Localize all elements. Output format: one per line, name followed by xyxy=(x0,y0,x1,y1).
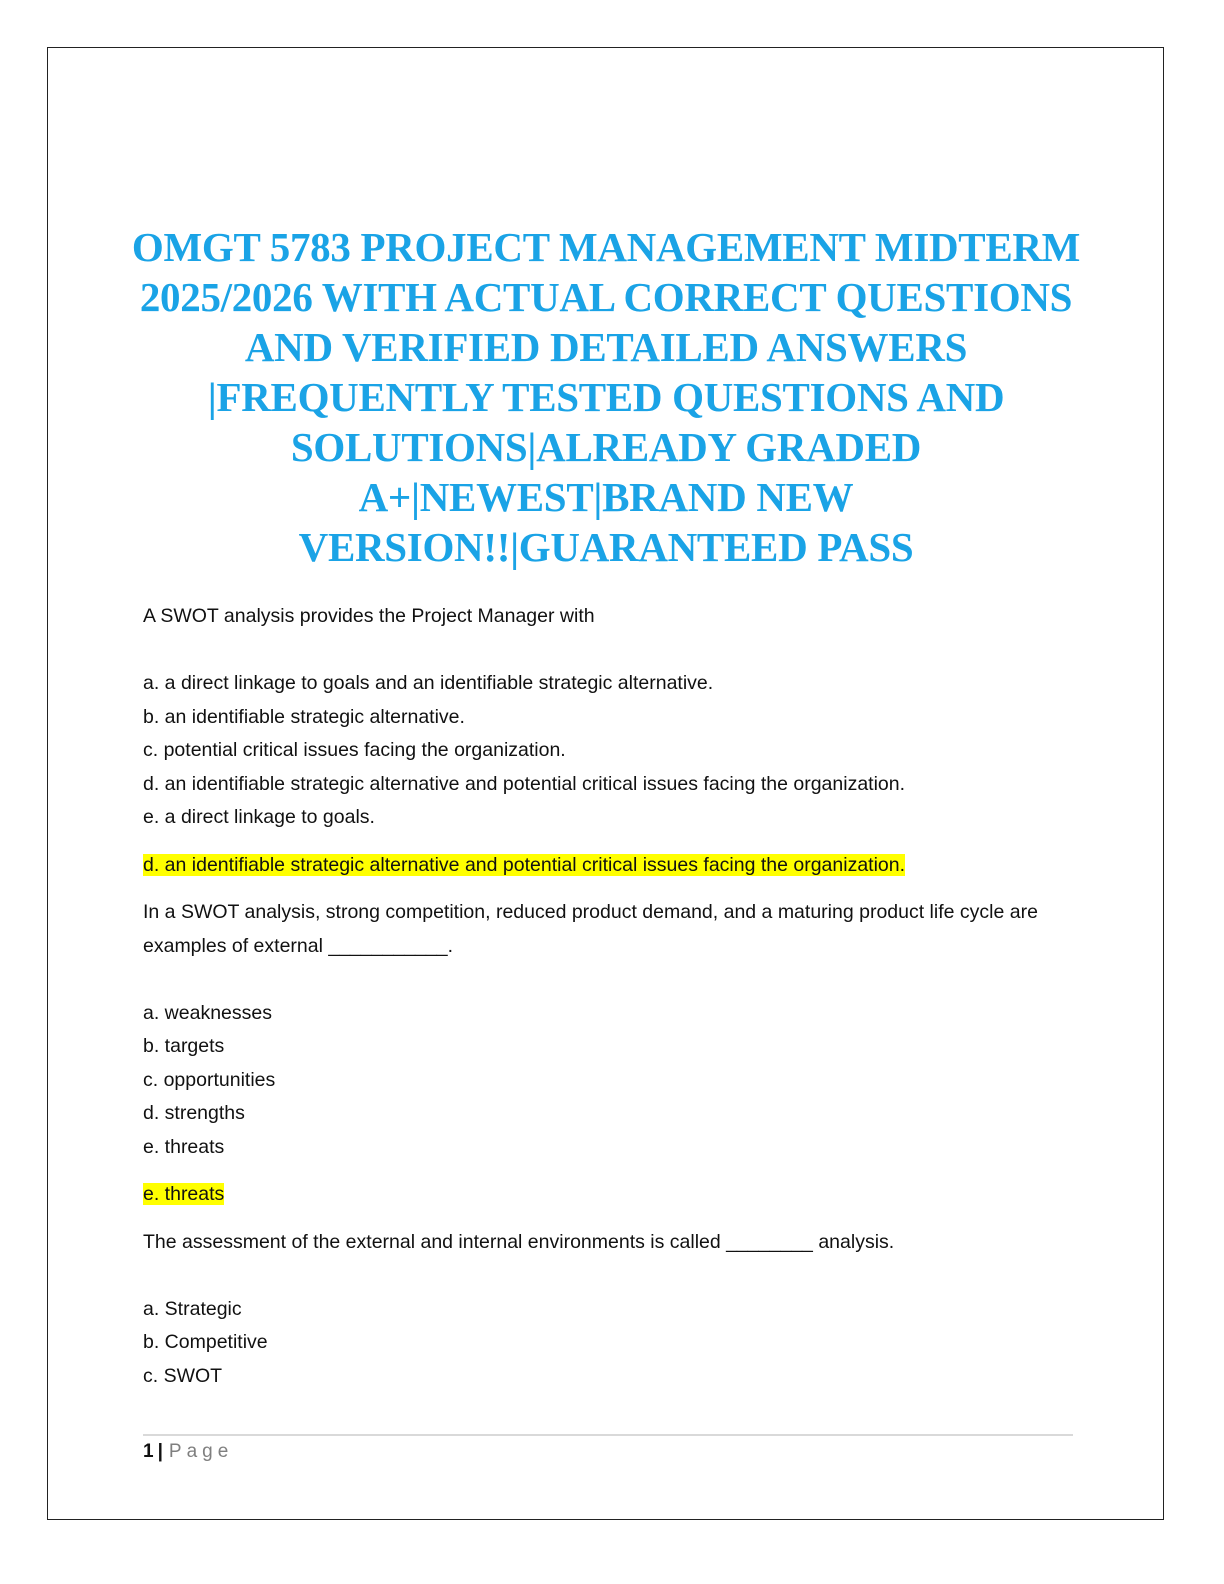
footer-divider xyxy=(143,1434,1073,1436)
answer-option: a. Strategic xyxy=(143,1297,242,1320)
answer-option: d. an identifiable strategic alternative and potential critical issues facing the organization. xyxy=(143,772,906,795)
answer-option: e. threats xyxy=(143,1135,225,1158)
footer-separator: | xyxy=(157,1441,163,1462)
answer-option: b. Competitive xyxy=(143,1331,268,1353)
page-label: Page xyxy=(168,1441,234,1462)
answer-option: b. targets xyxy=(143,1035,225,1057)
question-text: A SWOT analysis provides the Project Manager with xyxy=(143,605,595,627)
question-block xyxy=(143,600,1083,882)
document-body xyxy=(143,600,1083,1393)
highlighted-answer xyxy=(143,1178,1083,1212)
question-text: In a SWOT analysis, strong competition, reduced product demand, and a maturing product life cycle are examples of external ___________. xyxy=(143,901,1038,957)
highlighted-answer xyxy=(143,849,1083,883)
question-block xyxy=(143,1226,1083,1394)
answer-option: a. a direct linkage to goals and an identifiable strategic alternative. xyxy=(143,672,714,694)
question-block xyxy=(143,896,1083,1212)
document-title: OMGT 5783 PROJECT MANAGEMENT MIDTERM 2025/2026 WITH ACTUAL CORRECT QUESTIONS AND VERIFIED DETAILED ANSWERS |FREQUENTLY TESTED QUESTIONS AND SOLUTIONS|ALREADY GRADED A+|NEWEST|BRAND NEW VERSION!!|GUARANTEED PASS xyxy=(131,224,1081,570)
answer-option: a. weaknesses xyxy=(143,1001,272,1024)
answer-option: c. SWOT xyxy=(143,1364,223,1387)
question-text: The assessment of the external and internal environments is called ________ analysis. xyxy=(143,1230,895,1253)
page-footer xyxy=(143,1441,233,1463)
answer-option: c. potential critical issues facing the organization. xyxy=(143,739,566,761)
answer-highlight: d. an identifiable strategic alternative and potential critical issues facing the organization. xyxy=(143,853,906,876)
answer-option: d. strengths xyxy=(143,1102,245,1124)
answer-option: e. a direct linkage to goals. xyxy=(143,806,375,828)
answer-option: b. an identifiable strategic alternative. xyxy=(143,705,465,728)
page-number: 1 xyxy=(143,1441,154,1462)
answer-highlight: e. threats xyxy=(143,1183,225,1205)
answer-option: c. opportunities xyxy=(143,1068,276,1091)
